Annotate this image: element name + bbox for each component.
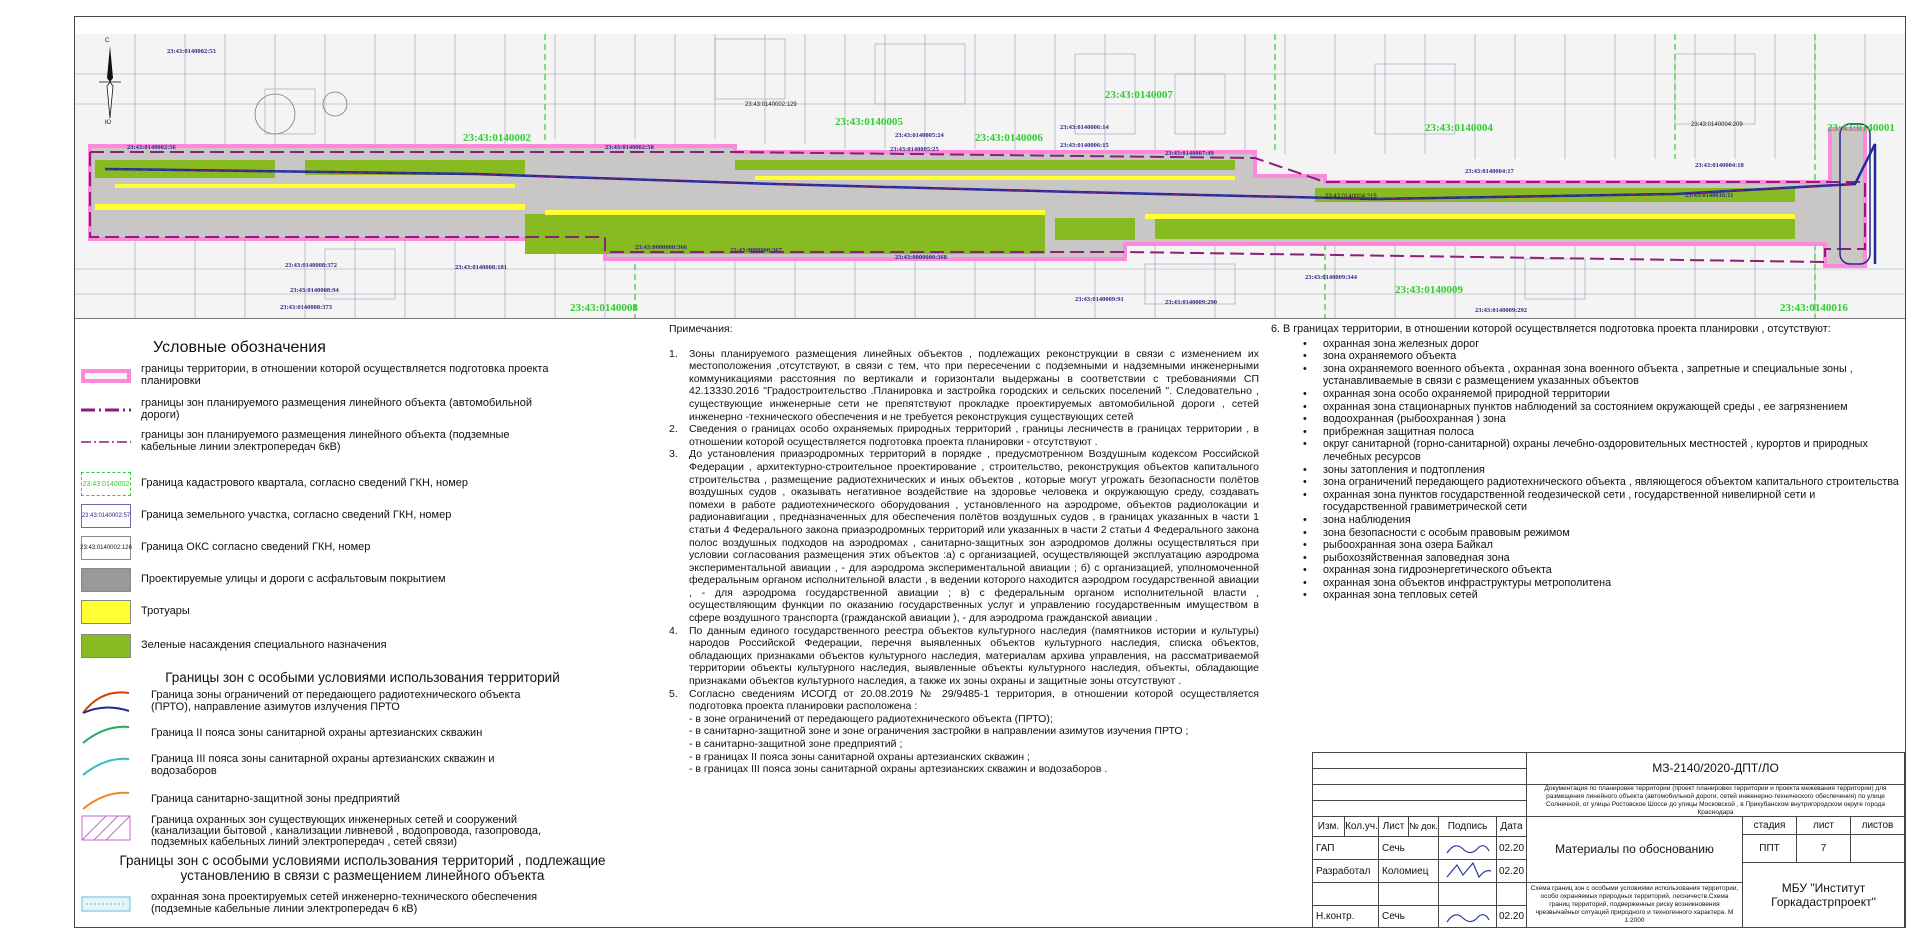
signature-icon	[1439, 906, 1497, 928]
material-title: Материалы по обоснованию	[1527, 817, 1743, 883]
note-item: 4. По данным единого государственного реестра объектов культурного наследия (памятников истории и культуры) народов Российской Федерации, перечня выявленных объектов культурного наследия, списка объектов, обладающих признаками объектов культурного наследия, материалам архива управления, на рассматриваемой территории объекты культурного наследия, выявленные объекты культурного наследия, объекты, обладающие признаками объектов культурного наследия, а также их зоны охраны и защитные зоны отсутствуют .	[669, 624, 1259, 688]
list-item: • зоны затопления и подтопления	[1303, 464, 1901, 477]
legend-symbol	[81, 397, 131, 423]
legend-label: Граница III пояса зоны санитарной охраны артезианских скважин и водозаборов	[151, 753, 495, 777]
legend-label: Граница ОКС согласно сведений ГКН, номер	[141, 541, 371, 553]
quarter-label: 23:43:0140001	[1827, 122, 1895, 134]
list-item: • охранная зона особо охраняемой природной территории	[1303, 388, 1901, 401]
parcel-label: 23:43:0140009:91	[1075, 296, 1124, 303]
quarter-label: 23:43:0140016	[1780, 302, 1848, 314]
list-item: • охранная зона железных дорог	[1303, 338, 1901, 351]
legend	[75, 325, 650, 925]
drawing-sheet	[74, 16, 1906, 928]
stage-label: стадия	[1743, 817, 1797, 835]
legend-symbol	[81, 753, 131, 779]
legend-title: Условные обозначения	[153, 339, 326, 356]
parcel-label: 23:43:0140009:292	[1475, 307, 1527, 314]
scheme-description: Схема границ зон с особыми условиями использования территории, особо охраняемых природных территорий, лесничеств.Схема границ территорий, подверженных риску возникновения чрезвычайных ситуаций природного и техногенного характера. М 1:2000	[1527, 883, 1743, 928]
signature-icon	[1439, 860, 1497, 883]
quarter-label: 23:43:0140002	[463, 132, 531, 144]
parcel-label: 23:43:0140006:14	[1060, 124, 1109, 131]
legend-symbol	[81, 815, 131, 841]
legend-label: границы зон планируемого размещения линейного объекта (автомобильной дороги)	[141, 397, 532, 421]
legend-symbol	[81, 429, 131, 455]
note-item: 1. Зоны планируемого размещения линейных объектов , подлежащих реконструкции в связи с изменением их местоположения ,отсутствуют, в связи с тем, что при пересечении с подземными и надземными инженерными коммуникациями расстояния по вертикали и горизонтали выдержаны в соответствии с требованиями СП 42.13330.2016 "Градостроительство .Планировка и застройка городских и сельских поселений ". Следовательно , существующие инженерные сети не препятствуют прокладке проектируемых автомобильной дороги , сетей инженерно -технического обеспечения и не требуется реконструкция существующих сетей	[669, 347, 1259, 423]
parcel-label: 23:43:0140004:17	[1465, 168, 1514, 175]
note-sub-item: - в санитарно-защитной зоне предприятий ;	[689, 738, 903, 750]
legend-symbol	[81, 689, 131, 715]
parcel-label: 23:43:0140007:49	[1165, 150, 1214, 157]
parcel-label: 23:43:0140008:373	[280, 304, 332, 311]
parcel-label: 23:43:0140005:24	[895, 132, 944, 139]
list-item: • зона ограничений передающего радиотехнического объекта , являющегося объектом капитального строительства	[1303, 476, 1901, 489]
oks-label: 23:43:0140004:215	[1325, 194, 1377, 200]
legend-section-title: Границы зон с особыми условиями использования территорий , подлежащие установлению в связи с размещением линейного объекта	[119, 853, 606, 883]
stamp-date: 02.20	[1497, 837, 1527, 860]
stamp-header: Лист	[1379, 817, 1409, 837]
note-item: 2. Сведения о границах особо охраняемых природных территорий , границы лесничеств в границах территории , в отношении которой осуществляется подготовка проекта планировки - отсутствуют .	[669, 423, 1259, 448]
stamp-date: 02.20	[1497, 860, 1527, 883]
legend-item-sanitary	[81, 787, 641, 815]
legend-symbol	[81, 891, 131, 917]
legend-symbol	[81, 567, 131, 593]
list-item: • зона безопасности с особым правовым режимом	[1303, 527, 1901, 540]
list-item: • охранная зона пунктов государственной геодезической сети , государственной нивелирной сети и государственной гравиметрической сети	[1303, 489, 1901, 514]
note-6-list	[1303, 338, 1901, 602]
list-item: • водоохранная (рыбоохранная ) зона	[1303, 413, 1901, 426]
parcel-label: 23:43:0140008:372	[285, 262, 337, 269]
note-sub-item: - в границах III пояса зоны санитарной охраны артезианских скважин и водозаборов .	[689, 763, 1108, 776]
quarter-label: 23:43:0140006	[975, 132, 1043, 144]
list-item: • округ санитарной (горно-санитарной) охраны лечебно-оздоровительных местностей , курортов и природных лечебных ресурсов	[1303, 438, 1901, 463]
note-sub-item: - в санитарно-защитной зоне и зоне ограничения застройки в направлении азимутов изучения ПРТО ;	[689, 725, 1189, 738]
north-arrow-icon	[97, 38, 123, 126]
legend-label: Граница охранных зон существующих инженерных сетей и сооружений (канализации бытовой , канализации ливневой , водопровода, газопровода, подземных кабельных линий электропередач , сетей связи)	[151, 814, 542, 848]
stamp-header: Подпись	[1439, 817, 1497, 837]
parcel-label: 23:43:0140004:18	[1695, 162, 1744, 169]
legend-label: Проектируемые улицы и дороги с асфальтовым покрытием	[141, 573, 446, 585]
stamp-header: Кол.уч.	[1345, 817, 1379, 837]
legend-symbol	[81, 599, 131, 625]
list-item: • рыбохозяйственная заповедная зона	[1303, 552, 1901, 565]
legend-item-cable-zone	[81, 429, 641, 457]
signature-icon	[1439, 837, 1497, 860]
list-item: • рыбоохранная зона озера Байкал	[1303, 539, 1901, 552]
document-code: МЗ-2140/2020-ДПТ/ЛО	[1527, 753, 1905, 785]
note-item: 5. Согласно сведениям ИСОГД от 20.08.2019 № 29/9485-1 территория, в отношении которой осуществляется подготовка проекта планировки расположена :	[669, 687, 1259, 713]
list-item: • охранная зона гидроэнергетического объекта	[1303, 564, 1901, 577]
legend-symbol: 23:43:0140002	[81, 471, 131, 497]
stamp-name: Коломиец	[1379, 860, 1439, 883]
parcel-label: 23:43:0000000:367	[730, 247, 782, 254]
legend-symbol: 23:43:0140002:126	[81, 535, 131, 561]
parcel-label: 23:43:0140006:15	[1060, 142, 1109, 149]
note-6	[1271, 323, 1901, 602]
stamp-cell	[1313, 769, 1527, 785]
stamp-date	[1497, 883, 1527, 906]
stamp-cell	[1439, 883, 1497, 906]
legend-label: Граница II пояса зоны санитарной охраны артезианских скважин	[151, 727, 483, 739]
list-item: • прибрежная защитная полоса	[1303, 426, 1901, 439]
legend-item-sidewalk	[81, 599, 641, 627]
legend-label: Граница кадастрового квартала, согласно сведений ГКН, номер	[141, 477, 468, 489]
parcel-label: 23:43:0140016:11	[1685, 192, 1734, 199]
list-item: • охранная зона тепловых сетей	[1303, 589, 1901, 602]
list-item: • охранная зона объектов инфраструктуры метрополитена	[1303, 577, 1901, 590]
stamp-role: Н.контр.	[1313, 906, 1379, 928]
parcel-label: 23:43:0140008:181	[455, 264, 507, 271]
legend-item-cable-guard	[81, 891, 641, 919]
legend-item-asphalt	[81, 567, 641, 595]
legend-item-prto	[81, 689, 641, 717]
legend-item-road-zone	[81, 397, 641, 425]
parcel-label: 23:43:0000000:368	[895, 254, 947, 261]
legend-label: Граница зоны ограничений от передающего радиотехнического объекта (ПРТО), направление азимутов излучения ПРТО	[151, 689, 521, 713]
stamp-role: Разработал	[1313, 860, 1379, 883]
parcel-label: 23:43:0140005:25	[890, 146, 939, 153]
quarter-label: 23:43:0140004	[1425, 122, 1493, 134]
legend-label: охранная зона проектируемых сетей инженерно-технического обеспечения (подземные кабельные линии электропередач 6 кВ)	[151, 891, 538, 915]
stamp-name: Сечь	[1379, 837, 1439, 860]
legend-symbol	[81, 633, 131, 659]
sheet-label: лист	[1797, 817, 1851, 835]
legend-item-quarter	[81, 471, 641, 499]
legend-label: Зеленые насаждения специального назначения	[141, 639, 387, 651]
stamp-cell	[1313, 785, 1527, 801]
map-area	[75, 34, 1905, 319]
compass-south: Ю	[105, 120, 112, 126]
legend-label: Тротуары	[141, 605, 190, 617]
list-item: • зона охраняемого военного объекта , охранная зона военного объекта , запретные и специальные зоны , устанавливаемые в связи с размещением указанных объектов	[1303, 363, 1901, 388]
quarter-label: 23:43:0140005	[835, 116, 903, 128]
note-sub-item: - в границах II пояса зоны санитарной охраны артезианских скважин ;	[689, 750, 1030, 763]
legend-item-engineering	[81, 815, 641, 851]
legend-symbol	[81, 787, 131, 813]
list-item: • зона охраняемого объекта	[1303, 350, 1901, 363]
stamp-role: ГАП	[1313, 837, 1379, 860]
document-description: Документация по планировке территории (проект планировки территории и проекта межевания территории) для размещения линейного объекта (автомобильной дороги, сетей инженерно-технического обеспечения) по улице Солнечной, от улицы Ростовское Шоссе до улицы Московской , в Прикубанском внутригородском округе города Краснодара	[1527, 785, 1905, 817]
legend-section-title: Границы зон с особыми условиями использования территорий	[165, 670, 560, 685]
parcel-label: 23:43:0140002:53	[167, 48, 216, 55]
stamp-date: 02.20	[1497, 906, 1527, 928]
legend-label: границы территории, в отношении которой осуществляется подготовка проекта планировки	[141, 363, 549, 387]
quarter-label: 23:43:0140007	[1105, 89, 1173, 101]
sheet-value: 7	[1797, 835, 1851, 863]
legend-item-zone3	[81, 753, 641, 781]
stamp-role	[1313, 883, 1379, 906]
notes	[669, 323, 1259, 776]
parcel-label: 23:43:0140009:290	[1165, 299, 1217, 306]
map-canvas	[75, 34, 1905, 319]
notes-heading: Примечания:	[669, 323, 733, 335]
stage-value: ППТ	[1743, 835, 1797, 863]
legend-symbol	[81, 721, 131, 747]
stamp-cell	[1313, 753, 1527, 769]
parcel-label: 23:43:0000000:366	[635, 244, 687, 251]
stamp-name	[1379, 883, 1439, 906]
legend-item-zone2	[81, 721, 641, 749]
stamp-name: Сечь	[1379, 906, 1439, 928]
oks-label: 23:43:0140002:129	[745, 102, 797, 108]
note-6-heading: 6. В границах территории, в отношении которой осуществляется подготовка проекта планировки , отсутствуют:	[1271, 323, 1831, 335]
note-item: 3. До установления приаэродромных территорий в порядке , предусмотренном Воздушным кодексом Российской Федерации , архитектурно-строительное проектирование , строительство, реконструкция объектов капитального строительства , размещение радиотехнических и иных объектов , которые могут угрожать безопасности полётов воздушных судов , оказывать негативное воздействие на здоровье человека и окружающую среду, создавать помехи в работе радиотехнического оборудования , установленного на аэродроме, объектов радиолокации и радионавигации , предназначенных для обеспечения полётов воздушных судов , в границах указанных в части 1 статьи 4 Федерального закона приаэродромных территорий или указанных в части 2 статьи 4 Федерального закона полос воздушных подходов на аэродромах , санитарно-защитных зон аэродромов должны осуществляться при условии согласования размещения этих объектов :а) с организацией, осуществляющей эксплуатацию аэродрома экспериментальной авиации , - для аэродрома экспериментальной авиации ; б) с организацией, уполномоченной федеральным органом исполнительной власти , в ведении которого находится аэродром государственной авиации , - для аэродрома государственной авиации ; в) с федеральным органом исполнительной власти , осуществляющим функции по оказанию государственных услуг и управлению государственным имуществом в сфере воздушного транспорта (гражданской авиации ), - для аэродрома гражданской авиации .	[669, 448, 1259, 625]
stamp-header: Дата	[1497, 817, 1527, 837]
legend-symbol	[81, 363, 131, 389]
sheets-label: листов	[1851, 817, 1905, 835]
quarter-label: 23:43:0140009	[1395, 284, 1463, 296]
legend-label: Граница земельного участка, согласно сведений ГКН, номер	[141, 509, 452, 521]
legend-symbol: 23:43:0140002:57	[81, 503, 131, 529]
title-block	[1312, 752, 1906, 928]
legend-item-green	[81, 633, 641, 661]
compass-north: С	[105, 38, 110, 44]
parcel-label: 23:43:0140002:58	[605, 144, 654, 151]
legend-item-oks	[81, 535, 641, 563]
parcel-label: 23:43:0140002:56	[127, 144, 176, 151]
stamp-cell	[1313, 801, 1527, 817]
parcel-label: 23:43:0140009:344	[1305, 274, 1357, 281]
legend-label: Граница санитарно-защитной зоны предприятий	[151, 793, 400, 805]
parcel-label: 23:43:0140008:94	[290, 287, 339, 294]
legend-item-parcel	[81, 503, 641, 531]
quarter-label: 23:43:0140008	[570, 302, 638, 314]
oks-label: 23:43:0140004:209	[1691, 122, 1743, 128]
legend-label: границы зон планируемого размещения линейного объекта (подземные кабельные линии электропередач 6кВ)	[141, 429, 510, 453]
organization-name: МБУ "Институт Горкадастрпроект"	[1743, 863, 1905, 928]
list-item: • зона наблюдения	[1303, 514, 1901, 527]
stamp-header: № док.	[1409, 817, 1439, 837]
list-item: • охранная зона стационарных пунктов наблюдений за состоянием окружающей среды , ее загрязнением	[1303, 401, 1901, 414]
stamp-header: Изм.	[1313, 817, 1345, 837]
legend-item-territory	[81, 363, 641, 391]
sheets-value	[1851, 835, 1905, 863]
note-sub-item: - в зоне ограничений от передающего радиотехнического объекта (ПРТО);	[689, 712, 1053, 725]
